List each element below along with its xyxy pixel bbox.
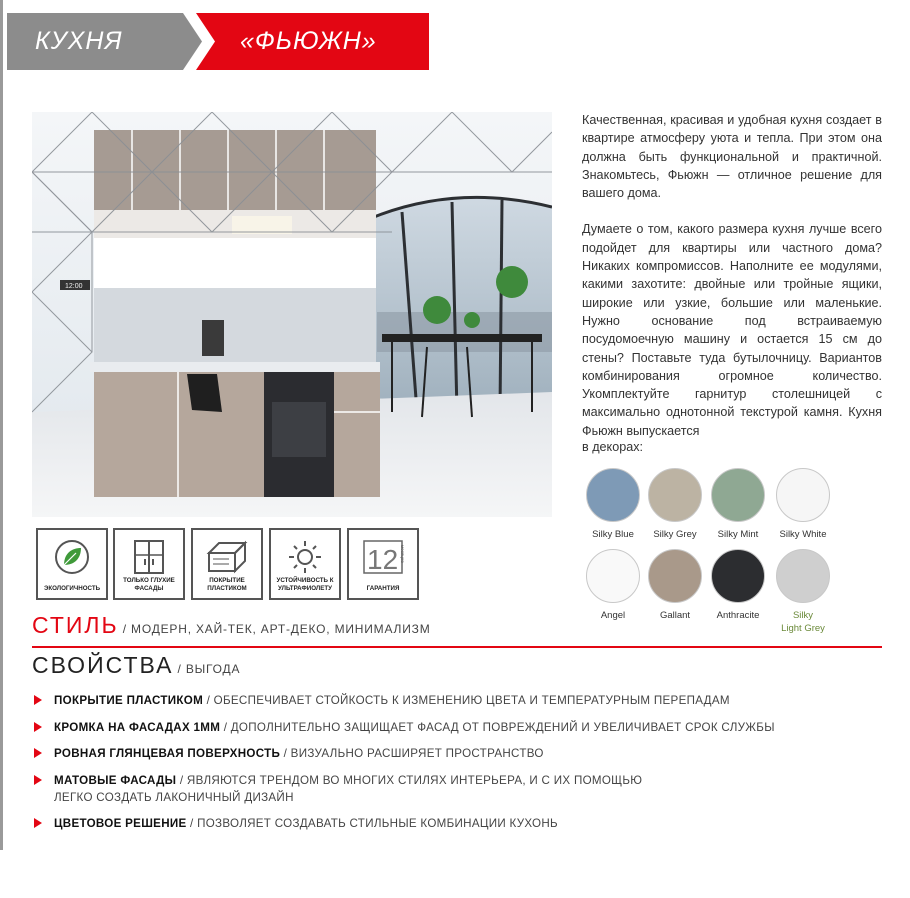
properties-heading bbox=[32, 652, 240, 679]
warranty-number: 12 bbox=[367, 544, 399, 575]
bullet-arrow-icon bbox=[34, 722, 42, 732]
swatch-circle bbox=[648, 468, 702, 522]
swatch-circle bbox=[648, 549, 702, 603]
bullet-arrow-icon bbox=[34, 695, 42, 705]
property-name: МАТОВЫЕ ФАСАДЫ bbox=[54, 773, 177, 787]
separator: / bbox=[280, 747, 291, 760]
swatch-label: Silky Mint bbox=[717, 529, 759, 540]
cabinet-icon bbox=[127, 539, 171, 575]
category-banner bbox=[7, 13, 202, 70]
swatch-silky-mint[interactable] bbox=[709, 468, 767, 541]
style-title: СТИЛЬ bbox=[32, 612, 119, 638]
swatch-label: Silky Blue bbox=[592, 529, 634, 540]
style-heading bbox=[32, 612, 882, 639]
list-item bbox=[32, 815, 892, 832]
property-text: ОБЕСПЕЧИВАЕТ СТОЙКОСТЬ К ИЗМЕНЕНИЮ ЦВЕТА И ТЕМПЕРАТУРНЫМ ПЕРЕПАДАМ bbox=[213, 694, 730, 707]
swatch-circle bbox=[711, 549, 765, 603]
category-title: КУХНЯ bbox=[35, 27, 123, 55]
property-name: КРОМКА НА ФАСАДАХ 1ММ bbox=[54, 720, 221, 734]
list-item bbox=[32, 719, 892, 736]
coated-panel-icon bbox=[205, 539, 249, 575]
swatch-label: Anthracite bbox=[716, 610, 760, 621]
description-paragraph-1: Качественная, красивая и удобная кухня создает в квартире атмосферу уюта и тепла. При этом она должна быть функциональной и практичной. Знакомьтесь, Фьюжн — отличное решение для вашего дома. bbox=[582, 113, 882, 201]
swatch-silky-blue[interactable] bbox=[584, 468, 642, 541]
property-name: ЦВЕТОВОЕ РЕШЕНИЕ bbox=[54, 817, 187, 830]
description-paragraph-2: Думаете о том, какого размера кухня лучше всего подойдет для квартиры или частного дома? Никаких компромиссов. Наполните ее модулями, какими захотите: двойные или тройные ящики, широкие или узкие, большие или маленькие. Нужно основание под встраиваемую посудомоечную машину и остается 15 см до стены? Поставьте туда бутылочницу. Вариантов комбинирования огромное количество. Укомплектуйте гарнитур столешницей с максимально однотонной текстурой камня. Кухня Фьюжн выпускается bbox=[582, 222, 882, 438]
feature-ecology bbox=[36, 528, 108, 600]
swatch-label: Silky Grey bbox=[653, 529, 697, 540]
leaf-icon bbox=[50, 539, 94, 575]
property-name: РОВНАЯ ГЛЯНЦЕВАЯ ПОВЕРХНОСТЬ bbox=[54, 747, 281, 760]
oven-display-text: 12:00 bbox=[65, 283, 83, 290]
swatch-label: Silky White bbox=[779, 529, 827, 540]
property-text: ВИЗУАЛЬНО РАСШИРЯЕТ ПРОСТРАНСТВО bbox=[290, 747, 544, 760]
sun-icon bbox=[283, 539, 327, 575]
feature-plastic-coating bbox=[191, 528, 263, 600]
swatch-circle bbox=[776, 468, 830, 522]
swatch-silky-grey[interactable] bbox=[646, 468, 704, 541]
swatch-label: Angel bbox=[600, 610, 626, 621]
feature-caption: ЭКОЛОГИЧНОСТЬ bbox=[43, 584, 101, 592]
bullet-arrow-icon bbox=[34, 775, 42, 785]
separator: / bbox=[220, 720, 231, 734]
swatch-circle bbox=[776, 549, 830, 603]
list-item bbox=[32, 745, 892, 762]
style-subtitle: / МОДЕРН, ХАЙ-ТЕК, АРТ-ДЕКО, МИНИМАЛИЗМ bbox=[118, 622, 431, 636]
decor-label: в декорах: bbox=[582, 440, 644, 454]
page-edge-line bbox=[0, 0, 3, 850]
swatch-label-line-1: Silky bbox=[792, 610, 814, 621]
properties-subtitle: / ВЫГОДА bbox=[173, 662, 241, 676]
swatch-label: Gallant bbox=[659, 610, 691, 621]
kitchen-photo bbox=[32, 112, 552, 517]
list-item bbox=[32, 772, 892, 806]
properties-list bbox=[32, 692, 892, 842]
feature-caption: ТОЛЬКО ГЛУХИЕ ФАСАДЫ bbox=[123, 577, 175, 592]
feature-caption: УСТОЙЧИВОСТЬ К УЛЬТРАФИОЛЕТУ bbox=[276, 577, 334, 592]
swatch-label-line-2: Light Grey bbox=[781, 623, 825, 634]
feature-warranty bbox=[347, 528, 419, 600]
property-text: ЯВЛЯЮТСЯ ТРЕНДОМ ВО МНОГИХ СТИЛЯХ ИНТЕРЬЕРА, И С ИХ ПОМОЩЬЮ bbox=[186, 773, 643, 787]
swatch-circle bbox=[586, 468, 640, 522]
separator: / bbox=[176, 773, 187, 787]
properties-title: СВОЙСТВА bbox=[32, 652, 174, 678]
warranty-12-icon bbox=[361, 539, 405, 575]
model-title: «ФЬЮЖН» bbox=[240, 27, 377, 55]
separator: / bbox=[203, 694, 214, 707]
feature-caption: ПОКРЫТИЕ ПЛАСТИКОМ bbox=[207, 577, 247, 592]
property-text: ДОПОЛНИТЕЛЬНО ЗАЩИЩАЕТ ФАСАД ОТ ПОВРЕЖДЕНИЙ И УВЕЛИЧИВАЕТ СРОК СЛУЖБЫ bbox=[230, 720, 775, 734]
property-name: ПОКРЫТИЕ ПЛАСТИКОМ bbox=[54, 694, 204, 707]
feature-uv-resistance bbox=[269, 528, 341, 600]
red-divider bbox=[32, 646, 882, 648]
bullet-arrow-icon bbox=[34, 818, 42, 828]
swatch-circle bbox=[586, 549, 640, 603]
description bbox=[582, 111, 882, 440]
bullet-arrow-icon bbox=[34, 748, 42, 758]
property-text: ПОЗВОЛЯЕТ СОЗДАВАТЬ СТИЛЬНЫЕ КОМБИНАЦИИ КУХОНЬ bbox=[197, 817, 558, 830]
property-text-continued: ЛЕГКО СОЗДАТЬ ЛАКОНИЧНЫЙ ДИЗАЙН bbox=[54, 790, 294, 804]
feature-caption: ГАРАНТИЯ bbox=[366, 584, 400, 592]
list-item bbox=[32, 692, 892, 709]
model-banner bbox=[196, 13, 429, 70]
separator: / bbox=[186, 817, 198, 830]
swatch-silky-white[interactable] bbox=[774, 468, 832, 541]
swatch-circle bbox=[711, 468, 765, 522]
warranty-unit: месяцев bbox=[400, 545, 405, 563]
feature-solid-facades bbox=[113, 528, 185, 600]
